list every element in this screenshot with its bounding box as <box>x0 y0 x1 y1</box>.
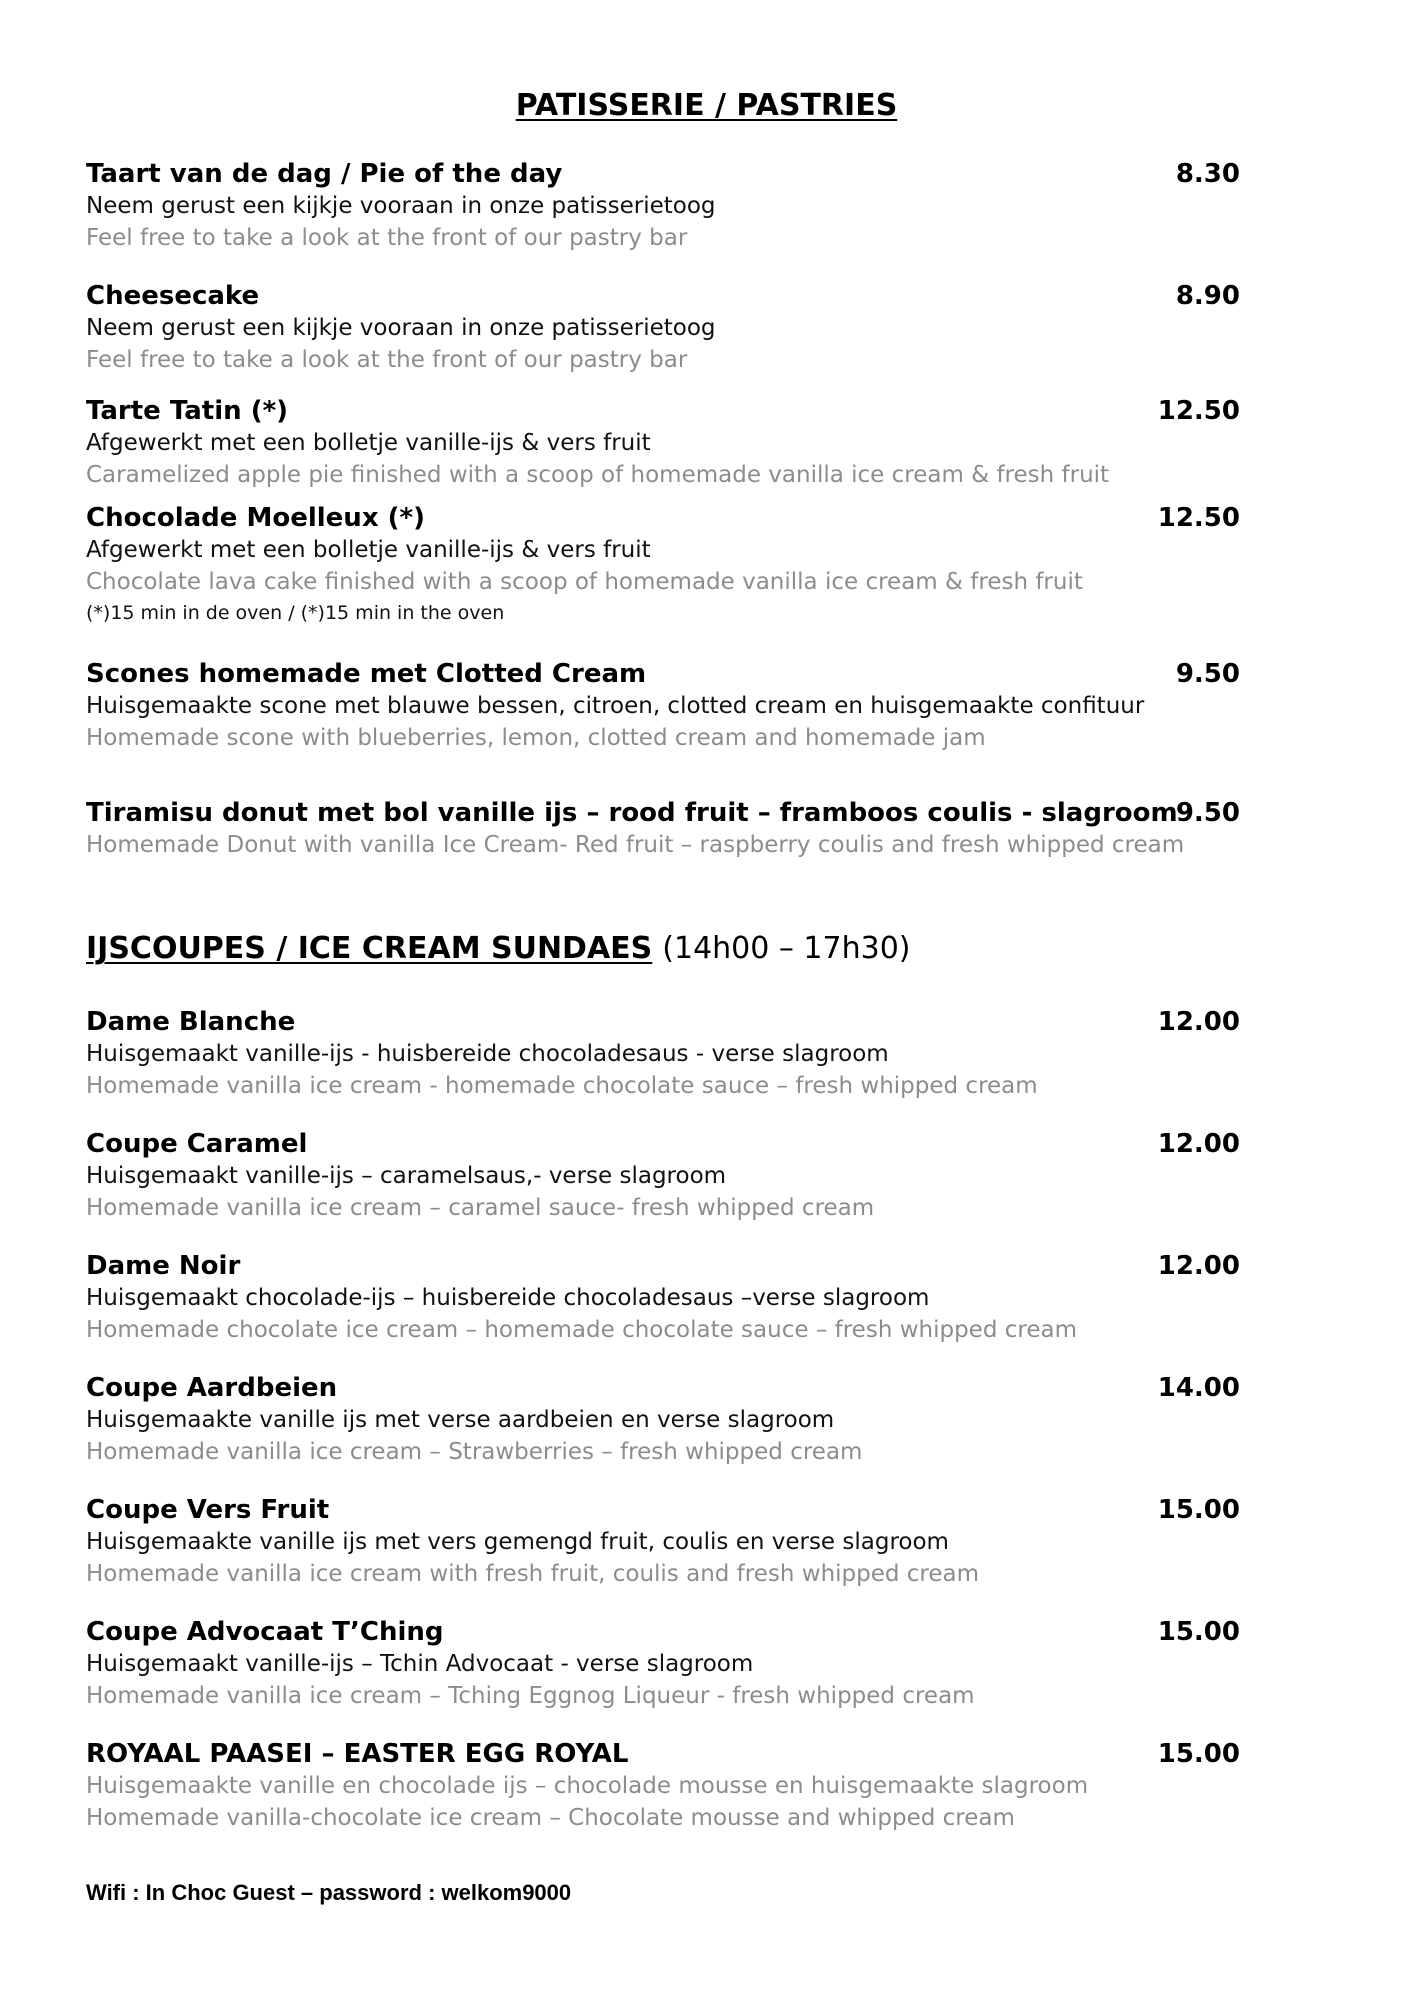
item-description-en: Feel free to take a look at the front of our pastry bar <box>86 225 688 251</box>
menu-item <box>86 1128 1240 1224</box>
item-description-en: Feel free to take a look at the front of our pastry bar <box>86 347 688 373</box>
section-title-pastries: PATISSERIE / PASTRIES <box>515 88 898 123</box>
item-description-nl: Huisgemaakt vanille-ijs – Tchin Advocaat - verse slagroom <box>86 1651 754 1677</box>
item-name: Dame Noir <box>86 1251 241 1281</box>
item-description-en: Homemade vanilla ice cream – caramel sauce- fresh whipped cream <box>86 1195 875 1221</box>
menu-item <box>86 1372 1240 1468</box>
item-description-en: Homemade scone with blueberries, lemon, clotted cream and homemade jam <box>86 725 986 751</box>
item-price: 9.50 <box>1175 659 1240 689</box>
menu-item <box>86 1738 1240 1834</box>
item-description-en-2: Homemade vanilla-chocolate ice cream – Chocolate mousse and whipped cream <box>86 1805 1015 1831</box>
item-price: 12.00 <box>1157 1129 1240 1159</box>
menu-item <box>86 395 1240 491</box>
section-title-sundaes <box>86 931 910 966</box>
item-price: 8.30 <box>1175 159 1240 189</box>
item-description-nl: Huisgemaakte vanille ijs met verse aardbeien en verse slagroom <box>86 1407 835 1433</box>
item-description-en: Homemade Donut with vanilla Ice Cream- Red fruit – raspberry coulis and fresh whipped cream <box>86 832 1185 858</box>
item-note: (*)15 min in de oven / (*)15 min in the oven <box>86 602 505 624</box>
item-price: 15.00 <box>1157 1495 1240 1525</box>
item-description-en: Homemade vanilla ice cream - homemade chocolate sauce – fresh whipped cream <box>86 1073 1038 1099</box>
menu-item <box>86 1616 1240 1712</box>
item-description-en: Homemade vanilla ice cream with fresh fruit, coulis and fresh whipped cream <box>86 1561 980 1587</box>
menu-item <box>86 658 1240 754</box>
item-description-nl: Afgewerkt met een bolletje vanille-ijs & vers fruit <box>86 537 651 563</box>
item-name: Tiramisu donut met bol vanille ijs – rood fruit – framboos coulis - slagroom <box>86 798 1178 828</box>
item-description-en: Caramelized apple pie finished with a scoop of homemade vanilla ice cream & fresh fruit <box>86 462 1110 488</box>
item-name: ROYAAL PAASEI – EASTER EGG ROYAL <box>86 1739 629 1769</box>
item-description-nl: Neem gerust een kijkje vooraan in onze patisserietoog <box>86 193 716 219</box>
item-description-en: Chocolate lava cake finished with a scoop of homemade vanilla ice cream & fresh fruit <box>86 569 1083 595</box>
wifi-info: Wifi : In Choc Guest – password : welkom9000 <box>86 1880 572 1905</box>
item-name: Cheesecake <box>86 281 260 311</box>
item-name: Scones homemade met Clotted Cream <box>86 659 647 689</box>
item-name: Coupe Vers Fruit <box>86 1495 330 1525</box>
item-price: 12.00 <box>1157 1007 1240 1037</box>
item-name: Chocolade Moelleux (*) <box>86 503 426 533</box>
item-description-nl: Huisgemaakt chocolade-ijs – huisbereide chocoladesaus –verse slagroom <box>86 1285 930 1311</box>
item-name: Dame Blanche <box>86 1007 296 1037</box>
item-description-en: Homemade chocolate ice cream – homemade chocolate sauce – fresh whipped cream <box>86 1317 1077 1343</box>
item-price: 12.50 <box>1157 396 1240 426</box>
section-title-sundaes-label: IJSCOUPES / ICE CREAM SUNDAES <box>86 931 653 966</box>
menu-item <box>86 158 1240 254</box>
item-name: Coupe Caramel <box>86 1129 308 1159</box>
item-description-nl: Huisgemaakte vanille ijs met vers gemengd fruit, coulis en verse slagroom <box>86 1529 949 1555</box>
item-name: Tarte Tatin (*) <box>86 396 289 426</box>
item-price: 12.50 <box>1157 503 1240 533</box>
item-description-nl: Huisgemaakt vanille-ijs - huisbereide chocoladesaus - verse slagroom <box>86 1041 889 1067</box>
item-description-nl: Huisgemaakt vanille-ijs – caramelsaus,- verse slagroom <box>86 1163 727 1189</box>
section-hours: (14h00 – 17h30) <box>662 931 911 966</box>
item-price: 9.50 <box>1175 798 1240 828</box>
item-price: 15.00 <box>1157 1617 1240 1647</box>
item-price: 12.00 <box>1157 1251 1240 1281</box>
menu-item <box>86 797 1240 861</box>
item-description-en: Huisgemaakte vanille en chocolade ijs – chocolade mousse en huisgemaakte slagroom <box>86 1773 1089 1799</box>
item-name: Coupe Aardbeien <box>86 1373 338 1403</box>
item-name: Coupe Advocaat T’Ching <box>86 1617 444 1647</box>
menu-item <box>86 1006 1240 1102</box>
menu-item <box>86 1494 1240 1590</box>
item-name: Taart van de dag / Pie of the day <box>86 159 563 189</box>
item-price: 8.90 <box>1175 281 1240 311</box>
menu-item <box>86 1250 1240 1346</box>
item-price: 14.00 <box>1157 1373 1240 1403</box>
menu-item <box>86 280 1240 376</box>
menu-item <box>86 502 1240 628</box>
item-description-en: Homemade vanilla ice cream – Tching Eggnog Liqueur - fresh whipped cream <box>86 1683 975 1709</box>
item-description-en: Homemade vanilla ice cream – Strawberries – fresh whipped cream <box>86 1439 863 1465</box>
item-description-nl: Neem gerust een kijkje vooraan in onze patisserietoog <box>86 315 716 341</box>
item-price: 15.00 <box>1157 1739 1240 1769</box>
item-description-nl: Huisgemaakte scone met blauwe bessen, citroen, clotted cream en huisgemaakte confituur <box>86 693 1145 719</box>
item-description-nl: Afgewerkt met een bolletje vanille-ijs & vers fruit <box>86 430 651 456</box>
